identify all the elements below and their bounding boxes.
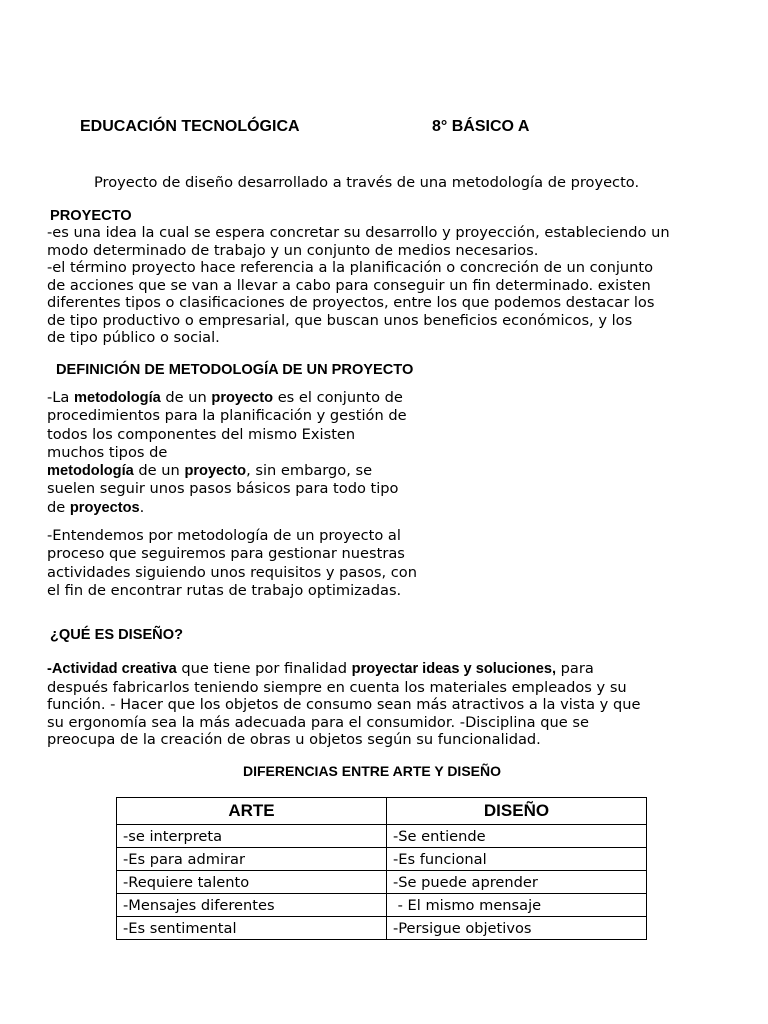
bold-term: proyectos — [69, 499, 140, 516]
table-cell: - El mismo mensaje — [387, 894, 647, 917]
metodologia-line — [47, 389, 407, 407]
table-cell: -Requiere talento — [117, 871, 387, 894]
bold-term: proyectar ideas y soluciones, — [351, 661, 557, 677]
table-cell: -Se entiende — [387, 825, 647, 848]
metodologia-line: procedimientos para la planificación y gestión de — [47, 407, 407, 425]
proyecto-line: de acciones que se van a llevar a cabo para conseguir un fin determinado. existen — [47, 276, 651, 294]
diseno-line: preocupa de la creación de obras u objetos según su funcionalidad. — [47, 731, 541, 748]
metodologia-line — [47, 462, 407, 480]
table-cell: -Es para admirar — [117, 848, 387, 871]
table-row — [117, 825, 647, 848]
text-run: de un — [133, 462, 185, 480]
table-cell: -Es sentimental — [117, 917, 387, 940]
table-cell: -se interpreta — [117, 825, 387, 848]
metodologia-line: actividades siguiendo unos requisitos y pasos, con — [47, 563, 417, 581]
diseno-line — [47, 660, 640, 679]
metodologia-paragraph-1 — [47, 389, 407, 517]
text-run: es el conjunto de — [273, 389, 403, 406]
grade-title: 8° BÁSICO A — [432, 118, 530, 135]
column-header-arte: ARTE — [117, 798, 387, 825]
proyecto-line: modo determinado de trabajo y un conjunto de medios necesarios. — [47, 241, 539, 259]
table-cell: -Persigue objetivos — [387, 917, 647, 940]
table-row — [117, 894, 647, 917]
proyecto-line: de tipo productivo o empresarial, que buscan unos beneficios económicos, y los — [47, 311, 633, 329]
proyecto-body — [47, 224, 670, 347]
proyecto-heading: PROYECTO — [50, 208, 132, 224]
metodologia-heading: DEFINICIÓN DE METODOLOGÍA DE UN PROYECTO — [56, 362, 414, 378]
column-header-diseno: DISEÑO — [387, 798, 647, 825]
text-run: de — [47, 498, 70, 516]
bold-term: proyecto — [211, 390, 274, 406]
diseno-paragraph — [47, 660, 640, 749]
metodologia-paragraph-2 — [47, 527, 417, 600]
metodologia-line: -Entendemos por metodología de un proyecto al — [47, 527, 401, 544]
text-run: -La — [47, 389, 74, 406]
diseno-line: después fabricarlos teniendo siempre en cuenta los materiales empleados y su — [47, 678, 627, 696]
table-row — [117, 917, 647, 940]
table-header-row — [117, 798, 647, 825]
text-run: , sin embargo, se — [246, 462, 373, 480]
proyecto-line: -es una idea la cual se espera concretar su desarrollo y proyección, estableciendo un — [47, 224, 670, 241]
subject-title: EDUCACIÓN TECNOLÓGICA — [80, 118, 300, 135]
metodologia-line: suelen seguir unos pasos básicos para todo tipo — [47, 480, 399, 498]
proyecto-line: de tipo público o social. — [47, 329, 220, 346]
table-cell: -Se puede aprender — [387, 871, 647, 894]
table-cell: -Es funcional — [387, 848, 647, 871]
metodologia-line — [47, 499, 407, 517]
bold-term: metodología — [73, 390, 161, 406]
text-run: de un — [160, 389, 212, 406]
bold-term: -Actividad creativa — [47, 661, 177, 677]
table-row — [117, 848, 647, 871]
metodologia-line: el fin de encontrar rutas de trabajo optimizadas. — [47, 581, 402, 599]
text-run: para — [556, 660, 594, 677]
differences-table — [116, 797, 647, 940]
intro-text: Proyecto de diseño desarrollado a través de una metodología de proyecto. — [94, 174, 640, 191]
text-run: que tiene por finalidad — [176, 660, 352, 677]
bold-term: metodología — [47, 463, 134, 480]
metodologia-line: todos los componentes del mismo Existen — [47, 425, 356, 443]
diseno-line: función. - Hacer que los objetos de consumo sean más atractivos a la vista y que — [47, 696, 641, 713]
diseno-heading: ¿QUÉ ES DISEÑO? — [50, 627, 183, 643]
table-title: DIFERENCIAS ENTRE ARTE Y DISEÑO — [243, 763, 502, 779]
text-run: . — [139, 498, 145, 516]
bold-term: proyecto — [184, 463, 247, 480]
table-row — [117, 871, 647, 894]
proyecto-line: -el término proyecto hace referencia a la planificación o concreción de un conjunto — [47, 259, 654, 276]
metodologia-line: muchos tipos de — [47, 443, 168, 461]
diseno-line: su ergonomía sea la más adecuada para el consumidor. -Disciplina que se — [47, 713, 589, 731]
proyecto-line: diferentes tipos o clasificaciones de proyectos, entre los que podemos destacar los — [47, 294, 655, 311]
table-cell: -Mensajes diferentes — [117, 894, 387, 917]
metodologia-line: proceso que seguiremos para gestionar nuestras — [47, 545, 405, 563]
